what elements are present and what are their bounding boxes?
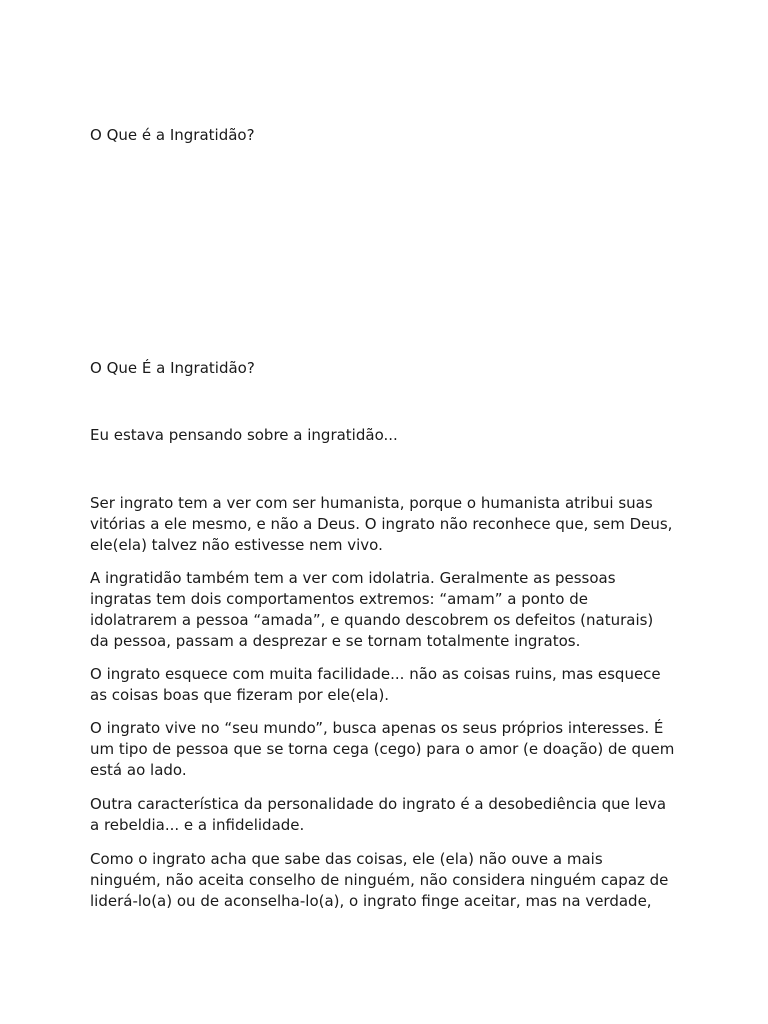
section-title: O Que É a Ingratidão? (90, 359, 255, 377)
body-paragraph: Ser ingrato tem a ver com ser humanista, porque o humanista atribui suas vitórias a ele mesmo, e não a Deus. O ingrato não reconhece que, sem Deus, ele(ela) talvez não estivesse nem vivo. (90, 494, 673, 554)
body-paragraph: O ingrato vive no “seu mundo”, busca apenas os seus próprios interesses. É um tipo de pessoa que se torna cega (cego) para o amor (e doação) de quem está ao lado. (90, 719, 675, 779)
body-paragraph: O ingrato esquece com muita facilidade... não as coisas ruins, mas esquece as coisas boas que fizeram por ele(ela). (90, 665, 661, 704)
intro-paragraph: Eu estava pensando sobre a ingratidão... (90, 426, 398, 444)
body-paragraph: Outra característica da personalidade do ingrato é a desobediência que leva a rebeldia... e a infidelidade. (90, 795, 667, 834)
document-title: O Que é a Ingratidão? (90, 126, 255, 144)
body-paragraph: Como o ingrato acha que sabe das coisas, ele (ela) não ouve a mais ninguém, não aceita conselho de ninguém, não considera ninguém capaz de liderá-lo(a) ou de aconselha-lo(a), o ingrato finge aceitar, mas na verdade, (90, 850, 669, 910)
body-paragraph: A ingratidão também tem a ver com idolatria. Geralmente as pessoas ingratas tem dois comportamentos extremos: “amam” a ponto de idolatrarem a pessoa “amada”, e quando descobrem os defeitos (naturais) da pessoa, passam a desprezar e se tornam totalmente ingratos. (90, 569, 654, 650)
